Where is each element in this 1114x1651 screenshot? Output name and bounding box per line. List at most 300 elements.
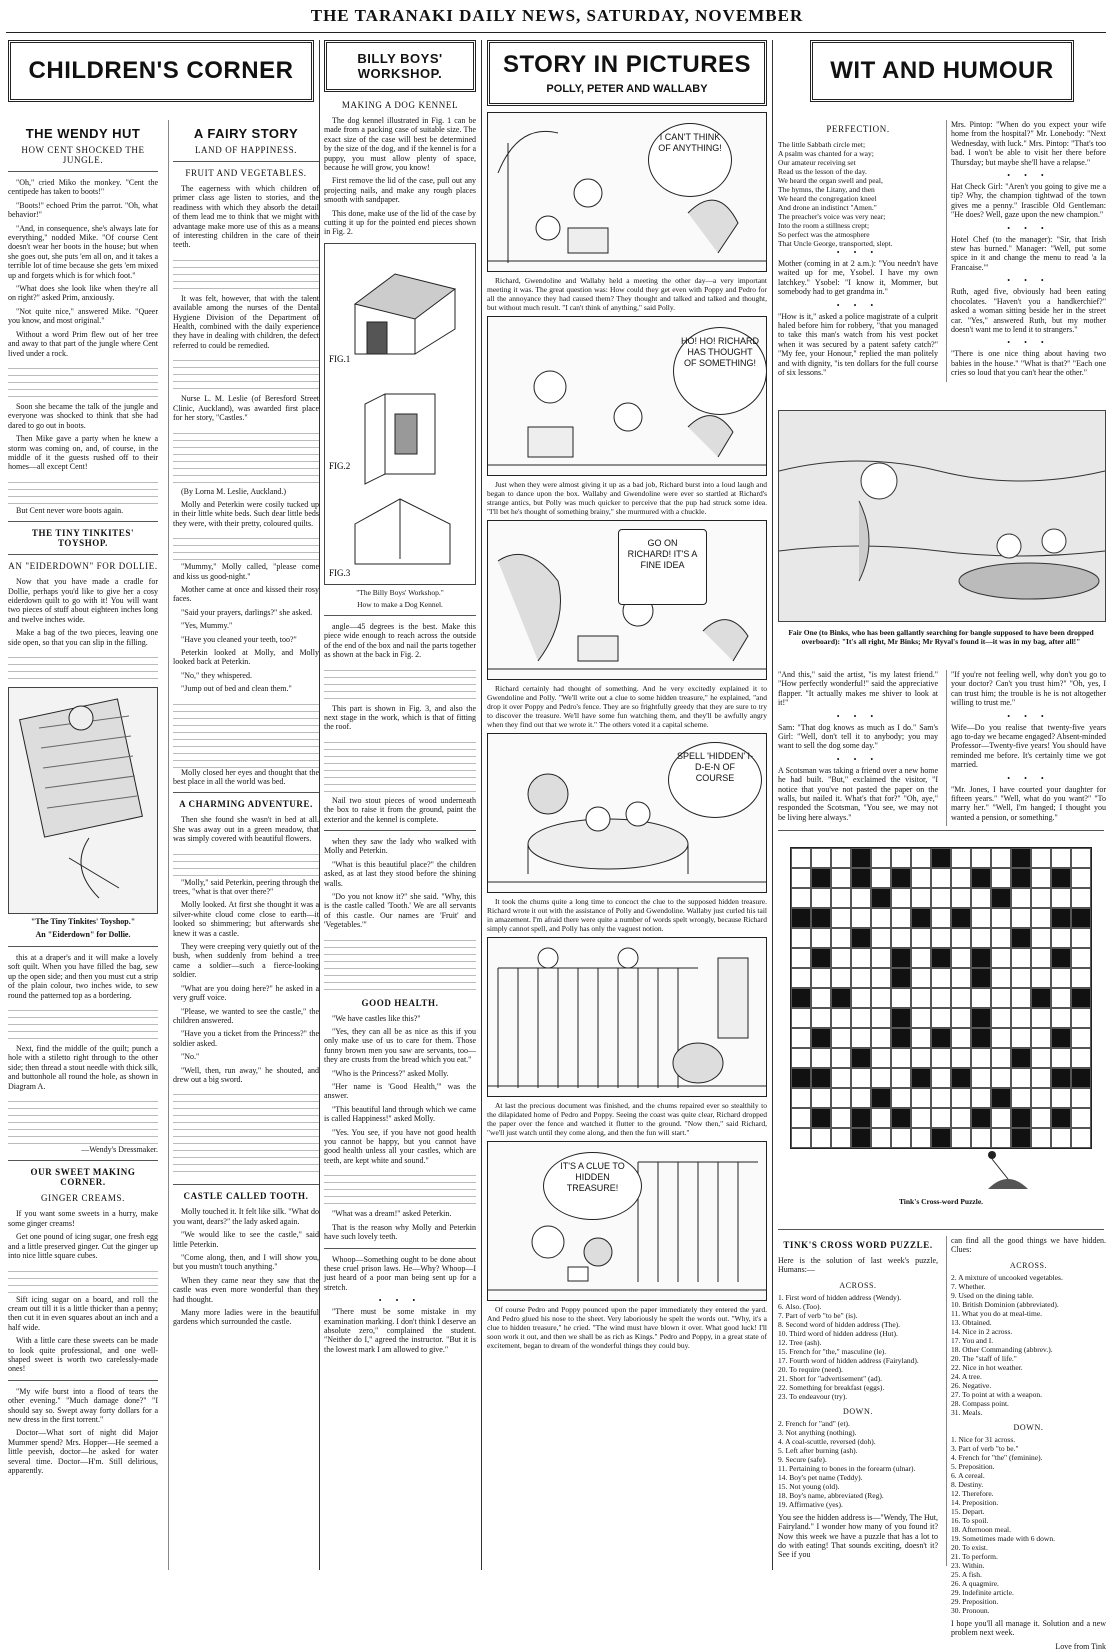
story-caption: Richard, Gwendoline and Wallaby held a meeting the other day—a very important meeting it was. The great question was: How could they get even with Poppy and Pedro for all the annoyance they had caused them? They thought and talked and talked and thought, but without much result. "I can't think of anything," said Polly. bbox=[487, 276, 767, 312]
crossword-black-cell bbox=[951, 908, 971, 928]
crossword-cell bbox=[991, 1008, 1011, 1028]
clue-item: 21. To perform. bbox=[951, 1551, 998, 1561]
clue-item: 17. You and I. bbox=[951, 1335, 994, 1345]
crossword-cell bbox=[831, 888, 851, 908]
clue-item: 6. Also. (Too). bbox=[778, 1301, 822, 1311]
poem-line: We heard the congregation kneel bbox=[778, 194, 877, 203]
crossword-cell bbox=[1071, 1008, 1091, 1028]
sweets-title: OUR SWEET MAKING CORNER. bbox=[30, 1167, 136, 1188]
crossword-cell bbox=[1071, 888, 1091, 908]
fairy-para: (By Lorna M. Leslie, Auckland.) bbox=[181, 486, 287, 496]
wendy-hut-para: Without a word Prim flew out of her tree and away to that part of the jungle where Cent lived under a rock. bbox=[8, 329, 158, 358]
clue-item: 29. Preposition. bbox=[951, 1596, 999, 1606]
adventure-para: "Molly," said Peterkin, peering through the trees, "what is that over there?" bbox=[173, 877, 319, 897]
crossword-cell bbox=[1031, 848, 1051, 868]
wendy-hut-para: "Oh," cried Miko the monkey. "Cent the centipede has taken to boots!" bbox=[8, 178, 158, 197]
joke-para: Wife—Do you realise that twenty-five years ago to-day we became engaged? Absent-minded Professor—Twenty-five years! You should have reminded me before. It's certainly time we got married. bbox=[951, 722, 1106, 770]
crossword-black-cell bbox=[891, 968, 911, 988]
crossword-cell bbox=[991, 1128, 1011, 1148]
crossword-cell bbox=[791, 848, 811, 868]
toyshop-caption-sub: An "Eiderdown" for Dollie. bbox=[35, 930, 131, 939]
column-fairy-story bbox=[168, 120, 319, 1570]
clue-item: 4. A coal-scuttle, reversed (doh). bbox=[778, 1436, 876, 1446]
clue-item: 15. Depart. bbox=[951, 1506, 985, 1516]
poem-line: So perfect was the atmosphere bbox=[778, 230, 870, 239]
crossword-cell bbox=[791, 1028, 811, 1048]
crossword-cell bbox=[951, 888, 971, 908]
crossword-cell bbox=[811, 1088, 831, 1108]
crossword-cell bbox=[791, 1088, 811, 1108]
wit-right-column: Mrs. Pintop: "When do you expect your wife home from the hospital?" Mr. Lonebody: "Next Wednesday, with luck." Mrs. Pintop: "That's too bad. I won't be able to visit her there before Thursday; but maybe she'll have a relapse." • • • Hat Check Girl: "Aren't you going to give me a tip? Why, the champion tightwad of the town gives me a penny." Irascible Old Gentleman: "He does? Well, gaze upon the new champion." • • • Hotel Chef (to the manager): "Sir, that Irish stew has burned." Manager: "Well, put some spice in it and change the menu to read 'a la Francaise.'" • • • Ruth, aged five, obviously had been eating chocolates. "Haven't you a handkerchief?" asked a woman sitting beside her in the street car. "Yes," answered Ruth, but my mother doesn't want me to lend it to strangers." • • • "There is one nice thing about having two babies in the house." "What is that?" "Each one cries so loud that you can't hear the other." bbox=[946, 120, 1106, 382]
crossword-cell bbox=[951, 988, 971, 1008]
column-rule bbox=[772, 40, 773, 1570]
crossword-black-cell bbox=[851, 1128, 871, 1148]
column-wendy-hut bbox=[8, 120, 158, 1570]
crossword-black-cell bbox=[971, 868, 991, 888]
clue-item: 14. Preposition. bbox=[951, 1497, 999, 1507]
crossword-cell bbox=[891, 1128, 911, 1148]
crossword-cell bbox=[1051, 1088, 1071, 1108]
crossword-cell bbox=[951, 848, 971, 868]
speech-bubble: SPELL 'HIDDEN' I-D-E-N OF COURSE bbox=[668, 742, 762, 818]
crossword-cell bbox=[871, 988, 891, 1008]
crossword-cell bbox=[971, 1048, 991, 1068]
clue-item: 22. Something for breakfast (eggs). bbox=[778, 1382, 885, 1392]
billy-para: This done, make use of the lid of the case by cutting it up for the pointed end pieces shown in Fig. 2. bbox=[324, 208, 476, 237]
crossword-black-cell bbox=[931, 848, 951, 868]
crossword-grid bbox=[790, 847, 1092, 1149]
crossword-cell bbox=[931, 1008, 951, 1028]
clue-item: 12. Therefore. bbox=[951, 1488, 994, 1498]
health-para: "This beautiful land through which we came is called Happiness!" asked Molly. bbox=[324, 1104, 476, 1124]
crossword-cell bbox=[871, 1068, 891, 1088]
crossword-cell bbox=[851, 948, 871, 968]
crossword-cell bbox=[991, 848, 1011, 868]
clue-item: 10. British Dominion (abbreviated). bbox=[951, 1299, 1059, 1309]
crossword-black-cell bbox=[1051, 1068, 1071, 1088]
crossword-cell bbox=[791, 1048, 811, 1068]
crossword-black-cell bbox=[891, 868, 911, 888]
childrens-corner-banner: CHILDREN'S CORNER bbox=[8, 40, 314, 102]
clue-item: 26. A quagmire. bbox=[951, 1578, 999, 1588]
wit-banner: WIT AND HUMOUR bbox=[810, 40, 1074, 102]
crossword-black-cell bbox=[931, 1128, 951, 1148]
billy-cont: This part is shown in Fig. 3, and also the next stage in the work, which is that of fitting the roof. bbox=[324, 703, 476, 732]
crossword-cell bbox=[811, 968, 831, 988]
story-panel-2 bbox=[487, 316, 767, 476]
crossword-cell bbox=[1071, 1128, 1091, 1148]
wendy-hut-para: Then Mike gave a party when he knew a storm was coming on, and, of course, in the middle of it the guests rushed off to their homes—all except Cent! bbox=[8, 434, 158, 472]
adventure-para: They were creeping very quietly out of the bush, when suddenly from behind a tree came a soldier—such a fierce-looking soldier. bbox=[173, 942, 319, 980]
crossword-caption: Tink's Cross-word Puzzle. bbox=[898, 1197, 984, 1206]
clue-item: 23. To endeavour (try). bbox=[778, 1391, 848, 1401]
sweets-para: If you want some sweets in a hurry, make some ginger creams! bbox=[8, 1209, 158, 1228]
crossword-black-cell bbox=[851, 1048, 871, 1068]
crossword-black-cell bbox=[1031, 988, 1051, 1008]
clue-item: 16. To spoil. bbox=[951, 1515, 989, 1525]
crossword-cell bbox=[1071, 968, 1091, 988]
clue-item: 18. Boy's name, abbreviated (Reg). bbox=[778, 1490, 884, 1500]
crossword-cell bbox=[1071, 928, 1091, 948]
story-panel-1 bbox=[487, 112, 767, 272]
joke-para: Mrs. Pintop: "When do you expect your wife home from the hospital?" Mr. Lonebody: "Next Wednesday, with luck." Mrs. Pintop: "That's too bad. I won't be able to visit her there before Thursday; but maybe she'll have a relapse." bbox=[951, 120, 1106, 167]
health-head: GOOD HEALTH. bbox=[361, 997, 439, 1008]
crossword-black-cell bbox=[831, 988, 851, 1008]
clue-item: 20. The "staff of life." bbox=[951, 1353, 1017, 1363]
fig-label: FIG.1 bbox=[329, 353, 351, 364]
crossword-cell bbox=[871, 868, 891, 888]
health-para: "Yes, they can all be as nice as this if you only make use of us to care for them. Those funny brown men you saw are servants, too—they are crusts from the bread which you eat." bbox=[324, 1027, 476, 1065]
joke-para: "If you're not feeling well, why don't you go to your doctor? Can't you trust him?" "Oh, yes, I can trust him; the trouble is he is not altogether willing to trust me." bbox=[951, 670, 1106, 708]
crossword-cell bbox=[1031, 948, 1051, 968]
crossword-cell bbox=[811, 988, 831, 1008]
fairy-subtitle: LAND OF HAPPINESS. bbox=[194, 145, 298, 155]
crossword-cell bbox=[1031, 1108, 1051, 1128]
clue-item: 23. Within. bbox=[951, 1560, 985, 1570]
crossword-cell bbox=[911, 1128, 931, 1148]
crossword-cell bbox=[991, 1108, 1011, 1128]
crossword-cell bbox=[891, 908, 911, 928]
clue-item: 19. Affirmative (yes). bbox=[778, 1499, 843, 1509]
crossword-cell bbox=[1011, 908, 1031, 928]
crossword-black-cell bbox=[1011, 1048, 1031, 1068]
crossword-cell bbox=[831, 948, 851, 968]
crossword-black-cell bbox=[791, 1068, 811, 1088]
crossword-cell bbox=[1051, 1008, 1071, 1028]
column-rule bbox=[319, 40, 320, 1570]
poem bbox=[778, 140, 938, 248]
crossword-cell bbox=[1051, 848, 1071, 868]
crossword-black-cell bbox=[811, 868, 831, 888]
crossword-cell bbox=[1071, 1048, 1091, 1068]
crossword-black-cell bbox=[851, 1108, 871, 1128]
crossword-cell bbox=[991, 928, 1011, 948]
crossword-cell bbox=[1051, 928, 1071, 948]
crossword-cell bbox=[791, 948, 811, 968]
health-para: "We have castles like this?" bbox=[332, 1013, 421, 1023]
crossword-cell bbox=[911, 868, 931, 888]
fairy-para: Molly closed her eyes and thought that the best place in all the world was bed. bbox=[173, 767, 319, 786]
clue-item: 4. French for "the" (feminine). bbox=[951, 1452, 1043, 1462]
crossword-cell bbox=[971, 848, 991, 868]
crossword-black-cell bbox=[1011, 1128, 1031, 1148]
crossword-cell bbox=[831, 1028, 851, 1048]
crossword-cell bbox=[871, 928, 891, 948]
crossword-cell bbox=[1011, 888, 1031, 908]
crossword-cell bbox=[1031, 1048, 1051, 1068]
clue-item: 2. French for "and" (et). bbox=[778, 1418, 850, 1428]
clue-item: 11. Pertaining to bones in the forearm (ulnar). bbox=[778, 1463, 916, 1473]
crossword-cell bbox=[911, 1048, 931, 1068]
crossword-cell bbox=[911, 1028, 931, 1048]
crossword-cell bbox=[871, 1108, 891, 1128]
clue-item: 27. To point at with a weapon. bbox=[951, 1389, 1042, 1399]
crossword-black-cell bbox=[811, 908, 831, 928]
story-banner: STORY IN PICTURES bbox=[487, 40, 767, 81]
clue-item: 18. Other Commanding (abbrev.). bbox=[951, 1344, 1053, 1354]
clue-item: 8. Second word of hidden address (The). bbox=[778, 1319, 901, 1329]
crossword-black-cell bbox=[1071, 908, 1091, 928]
fig-label: FIG.2 bbox=[329, 460, 351, 471]
crossword-black-cell bbox=[1051, 868, 1071, 888]
adventure-para: "Please, we wanted to see the castle," the children answered. bbox=[173, 1006, 319, 1025]
crossword-cell bbox=[871, 1128, 891, 1148]
column-rule bbox=[481, 40, 482, 1570]
billy-boys-section: BILLY BOYS' WORKSHOP. MAKING A DOG KENNEL The dog kennel illustrated in Fig. 1 can be made from a packing case of suitable size. The exact size of the case will best be determined by the size of the dog, and if the kennel is for a puppy, you must allow plenty of space, because he will grow, you know! First remove the lid of the case, pull out any projecting nails, and make any rough places smooth with sandpaper. This done, make use of the lid of the case by cutting it up for the pointed end pieces shown in Fig. 2. FIG.1 FIG.2 FIG.3 "The Billy Boys' Workshop." How to make a Dog Kennel. angle—45 degrees is the best. Make this piece wide enough to reach across the outside of the end of the box and nail the parts together as shown at the back in Fig. 2. This part is shown in Fig. 3, and also the next stage in the work, which is that of fitting the roof. Nail two stout pieces of wood underneath the box to raise it from the ground, paint the exterior and the kennel is complete. when they saw the lady who walked with Molly and Peterkin. "What is this beautiful place?" the children asked, as at last they stood before the shining walls. "Do you not know it?" she said. "Why, this is the castle called 'Tooth.' We are all servants of this castle. Our names are 'Fruit' and 'Vegetables.'" GOOD HEALTH. "We have castles like this?" "Yes, they can all be as nice as this if you only make use of us to care for them. Those funny brown men you saw are servants, too—they are crusts from the bread which you eat." "Who is the Princess?" asked Molly. "Her name is 'Good Health,'" was the answer. "This beautiful land through which we came is called Happiness!" asked Molly. "Yes. You see, if you have not good health you cannot be happy, but you cannot have good health unless all your castles, which are teeth, are kept white and sound." "What was a dream!" asked Peterkin. That is the reason why Molly and Peterkin have such lovely teeth. Whoop—Something ought to be done about these cruel prison laws. He—Why? Whoop—I just heard of a poor man being sent up for a stretch. • • • "There must be some mistake in my examination marking. I don't think I deserve an absolute zero," complained the student. "Neither do I," agreed the instructor. "But it is the lowest mark I am allowed to give." bbox=[324, 40, 476, 1570]
adventure-para: "Well, then, run away," he shouted, and drew out a big sword. bbox=[173, 1065, 319, 1084]
toyshop-para: Make a bag of the two pieces, leaving one side open, so that you can slip in the filling. bbox=[8, 628, 158, 647]
tooth-para: Many more ladies were in the beautiful gardens which surrounded the castle. bbox=[173, 1308, 319, 1327]
crossword-cell bbox=[871, 848, 891, 868]
crossword-cell bbox=[791, 968, 811, 988]
health-para: "Her name is 'Good Health,'" was the answer. bbox=[324, 1082, 476, 1101]
crossword-cell bbox=[1011, 988, 1031, 1008]
clue-item: 20. To require (need). bbox=[778, 1364, 843, 1374]
crossword-cell bbox=[931, 888, 951, 908]
crossword-black-cell bbox=[971, 948, 991, 968]
crossword-cell bbox=[1051, 988, 1071, 1008]
crossword-black-cell bbox=[991, 888, 1011, 908]
crossword-cell bbox=[1051, 1048, 1071, 1068]
clue-item: 6. A cereal. bbox=[951, 1470, 985, 1480]
clue-item: 12. Tree (ash). bbox=[778, 1337, 822, 1347]
toyshop-caption-title: "The Tiny Tinkites' Toyshop." bbox=[30, 917, 136, 926]
billy-cont2: when they saw the lady who walked with Molly and Peterkin. bbox=[324, 836, 476, 856]
billy-para: First remove the lid of the case, pull out any projecting nails, and make any rough places smooth with sandpaper. bbox=[324, 176, 476, 205]
crossword-cell bbox=[991, 988, 1011, 1008]
crossword-cell bbox=[1011, 948, 1031, 968]
clue-item: 31. Meals. bbox=[951, 1407, 983, 1417]
fairy-para: Mother came at once and kissed their rosy faces. bbox=[173, 584, 319, 604]
wendy-hut-para: Soon she became the talk of the jungle and everyone was shocked to think that she had dared to go out in boots. bbox=[8, 401, 158, 430]
joke-para: Hotel Chef (to the manager): "Sir, that Irish stew has burned." Manager: "Well, put some spice in it and change the menu to read 'a la Francaise.'" bbox=[951, 234, 1106, 272]
kennel-diagram bbox=[324, 243, 476, 585]
crossword-cell bbox=[851, 988, 871, 1008]
lamp-icon bbox=[978, 1149, 1038, 1194]
crossword-cell bbox=[831, 1048, 851, 1068]
fairy-para: Nurse L. M. Leslie (of Beresford Street Clinic, Auckland), was awarded first place for her story, "Castles." bbox=[173, 394, 319, 423]
crossword-cell bbox=[951, 948, 971, 968]
fairy-para: Peterkin looked at Molly, and Molly looked back at Peterkin. bbox=[173, 647, 319, 667]
crossword-cell bbox=[791, 1108, 811, 1128]
crossword-cell bbox=[1071, 948, 1091, 968]
crossword-black-cell bbox=[871, 1088, 891, 1108]
crossword-cell bbox=[851, 1008, 871, 1028]
health-para: That is the reason why Molly and Peterkin have such lovely teeth. bbox=[324, 1222, 476, 1242]
adventure-para: "Have you a ticket from the Princess?" the soldier asked. bbox=[173, 1029, 319, 1048]
adventure-para: Then she found she wasn't in bed at all. She was away out in a green meadow, that was simply covered with beautiful flowers. bbox=[173, 815, 319, 844]
clue-item: 14. Boy's pet name (Teddy). bbox=[778, 1472, 863, 1482]
crossword-cell bbox=[811, 888, 831, 908]
wendy-hut-subtitle: HOW CENT SHOCKED THE JUNGLE. bbox=[21, 145, 145, 165]
toyshop-signature: —Wendy's Dressmaker. bbox=[81, 1145, 158, 1155]
joke-para: "And this," said the artist, "is my latest friend." "How perfectly wonderful!" said the appreciative flapper. "It actually makes me shiver to look at it!" bbox=[778, 670, 938, 708]
clue-item: 9. Used on the dining table. bbox=[951, 1290, 1034, 1300]
wendy-hut-title: THE WENDY HUT bbox=[25, 126, 141, 141]
crossword-cell bbox=[811, 1048, 831, 1068]
xword-intro: Here is the solution of last week's puzzle, Humans:— bbox=[778, 1256, 938, 1275]
clue-item: 1. First word of hidden address (Wendy). bbox=[778, 1292, 902, 1302]
billy-caption-sub: How to make a Dog Kennel. bbox=[357, 599, 443, 609]
crossword-cell bbox=[851, 1028, 871, 1048]
crossword-black-cell bbox=[1011, 868, 1031, 888]
crossword-cell bbox=[931, 1088, 951, 1108]
clue-item: 15. Not young (old). bbox=[778, 1481, 840, 1491]
crossword-cell bbox=[851, 968, 871, 988]
wit-mid-right: "If you're not feeling well, why don't you go to your doctor? Can't you trust him?" "Oh, yes, I can trust him; the trouble is he is not altogether willing to trust me." • • • Wife—Do you realise that twenty-five years ago to-day we became engaged? Absent-minded Professor—Twenty-five years! You should have reminded me before. It's certainly time we got married. • • • "Mr. Jones, I have courted your daughter for fifteen years." "Well, what do you want?" "To marry her." "Well, I'm hanged; I thought you wanted a pension, or something." bbox=[946, 670, 1106, 826]
crossword-cell bbox=[791, 888, 811, 908]
fairy-para: Molly and Peterkin were cosily tucked up in their little white beds. Such dear little beds they were, with their pretty, coloured quilts. bbox=[173, 499, 319, 528]
crossword-black-cell bbox=[1011, 848, 1031, 868]
across-clues bbox=[778, 1293, 938, 1401]
crossword-black-cell bbox=[931, 948, 951, 968]
billy-cont: angle—45 degrees is the best. Make this piece wide enough to reach across the outside of the end of the box and nail the parts together as shown at the back in Fig. 2. bbox=[324, 621, 476, 660]
tooth-para: "We would like to see the castle," said little Peterkin. bbox=[173, 1230, 319, 1249]
crossword-cell bbox=[911, 1088, 931, 1108]
adventure-para: Molly looked. At first she thought it was a silver-white cloud come close to earth—it looked so shimmering; but afterwards she knew it was a castle. bbox=[173, 900, 319, 938]
tooth-para: Molly touched it. It felt like silk. "What do you want, dears?" the lady asked again. bbox=[173, 1207, 319, 1226]
crossword-cell bbox=[991, 1028, 1011, 1048]
poem-line: The little Sabbath circle met; bbox=[778, 140, 866, 149]
poem-line: That Uncle George, transported, slept. bbox=[778, 239, 893, 248]
billy-banner: BILLY BOYS' WORKSHOP. bbox=[324, 40, 476, 92]
toyshop-para: Next, find the middle of the quilt; punch a hole with a stiletto right through to the other side; then thread a stout needle with thick silk, and buttonhole all round the hole, as shown in Diagram A. bbox=[8, 1044, 158, 1091]
hidden-note: You see the hidden address is—"Wendy, The Hut, Fairyland." I wonder how many of you found it? Now this week we have a puzzle that has a lot to do with eating! That sounds exciting, doesn't it? See if you bbox=[778, 1512, 938, 1560]
crossword-cell bbox=[791, 868, 811, 888]
wendy-hut-para: "Not quite nice," answered Mike. "Queer you know, and most original." bbox=[8, 306, 158, 326]
crossword-cell bbox=[971, 988, 991, 1008]
clue-item: 7. Whether. bbox=[951, 1281, 986, 1291]
story-panel-5 bbox=[487, 937, 767, 1097]
fairy-para: "Mummy," Molly called, "please come and kiss us good-night." bbox=[173, 562, 319, 581]
crossword-cell bbox=[891, 1048, 911, 1068]
crossword-cell bbox=[831, 1068, 851, 1088]
crossword-cell bbox=[831, 1128, 851, 1148]
story-caption: Richard certainly had thought of something. And he very excitedly explained it to Gwendoline and Polly. "We'll write out a clue to some hidden treasure," he explained, "and drop it over Poppy and Pedro's fence. They are so frightfully greedy that they are sure to try to discover the treasure. We'll have some fun watching them, and they'll be awfully angry when they find out that we wrote it." The others voted it a capital scheme. bbox=[487, 684, 767, 729]
crossword-cell bbox=[951, 868, 971, 888]
wendy-hut-para: "And, in consequence, she's always late for everything," nodded Mike. "Of course Cent doesn't wear her boots in the house; but when she goes out, she puts 'em all on, and it takes a terrible lot of time because she gets 'em mixed up and forgets which is for which foot." bbox=[8, 223, 158, 280]
clue-item: 15. French for "the," masculine (le). bbox=[778, 1346, 887, 1356]
crossword-black-cell bbox=[911, 1068, 931, 1088]
crossword-black-cell bbox=[1051, 1108, 1071, 1128]
crossword-cell bbox=[791, 1128, 811, 1148]
crossword-cell bbox=[1071, 1088, 1091, 1108]
fairy-para: "Have you cleaned your teeth, too?" bbox=[181, 634, 297, 644]
crossword-black-cell bbox=[1011, 1108, 1031, 1128]
boat-caption: Fair One (to Binks, who has been gallantly searching for bangle supposed to have been dropped overboard): "It's all right, Mr Binks; Mr Ryval's found it—it was in my bag, after all!" bbox=[788, 628, 1094, 646]
joke-para: "How is it," asked a police magistrate of a culprit haled before him for robbery, "that you managed to take this man's watch from his vest pocket when it was secured by a patent safety catch?" "My fee, your Honour," replied the man politely and with dignity, "is ten dollars for the full course of six lessons." bbox=[778, 311, 938, 378]
crossword-black-cell bbox=[891, 1108, 911, 1128]
crossword-cell bbox=[1031, 968, 1051, 988]
crossword-cell bbox=[991, 868, 1011, 888]
clue-item: 29. Indefinite article. bbox=[951, 1587, 1014, 1597]
joke-para: Ruth, aged five, obviously had been eating chocolates. "Haven't you a handkerchief?" asked a woman sitting beside her in the street car. "Yes," answered Ruth, but my mother doesn't want me to lend it to strangers." bbox=[951, 287, 1106, 334]
crossword-cell bbox=[931, 988, 951, 1008]
adventure-head: A CHARMING ADVENTURE. bbox=[179, 799, 313, 810]
health-para: "What was a dream!" asked Peterkin. bbox=[332, 1209, 452, 1219]
crossword-cell bbox=[1031, 1028, 1051, 1048]
crossword-cell bbox=[911, 968, 931, 988]
story-caption: Of course Pedro and Poppy pounced upon the paper immediately they entered the yard. And Pedro glued his nose to the sheet. Very laboriously he spelt the words out. "Why, it's a clue to hidden treasure," he cried. "The wind must have blown it over. What good luck! I'll soon work it out, and then we shall be as rich as Kings." Pedro and Poppy, in a great state of excitement, began to dream of the wonderful things they could buy. bbox=[487, 1305, 767, 1350]
crossword-cell bbox=[831, 848, 851, 868]
crossword-cell bbox=[1071, 1028, 1091, 1048]
crossword-cell bbox=[871, 968, 891, 988]
crossword-cell bbox=[911, 928, 931, 948]
fairy-para: "Jump out of bed and clean them." bbox=[181, 684, 292, 694]
sweets-para: Get one pound of icing sugar, one fresh egg and a little preserved ginger. Cut the ginger up into nice little square cubes. bbox=[8, 1232, 158, 1261]
crossword-cell bbox=[951, 1008, 971, 1028]
crossword-cell bbox=[891, 888, 911, 908]
crossword-cell bbox=[971, 1068, 991, 1088]
fairy-para: It was felt, however, that with the talent available among the nurses of the Dental Hygiene Division of the Department of Health, combined with the daily experience they have in dealing with children, the defect referred to could be remedied. bbox=[173, 293, 319, 350]
crossword-cell bbox=[951, 1128, 971, 1148]
crossword-black-cell bbox=[891, 948, 911, 968]
speech-bubble: IT'S A CLUE TO HIDDEN TREASURE! bbox=[543, 1152, 642, 1220]
crossword-cell bbox=[951, 1028, 971, 1048]
crossword-cell bbox=[1051, 968, 1071, 988]
clue-item: 28. Compass point. bbox=[951, 1398, 1009, 1408]
crossword-area bbox=[778, 830, 1104, 1230]
clue-item: 30. Pronoun. bbox=[951, 1605, 990, 1615]
crossword-cell bbox=[931, 928, 951, 948]
clue-item: 9. Secure (safe). bbox=[778, 1454, 827, 1464]
crossword-cell bbox=[891, 848, 911, 868]
crossword-cell bbox=[971, 888, 991, 908]
crossword-cell bbox=[971, 1128, 991, 1148]
toyshop-title: THE TINY TINKITES' TOYSHOP. bbox=[31, 528, 135, 549]
crossword-cell bbox=[1031, 928, 1051, 948]
crossword-cell bbox=[791, 1008, 811, 1028]
crossword-cell bbox=[831, 928, 851, 948]
new-intro: can find all the good things we have hidden. Clues: bbox=[951, 1236, 1106, 1255]
poem-line: The preacher's voice was very near; bbox=[778, 212, 886, 221]
xword-solution-col bbox=[778, 1236, 938, 1566]
joke-para: Mother (coming in at 2 a.m.): "You needn't have waited up for me, Ysobel. I have my own latchkey." Ysobel: "I know it, Mommer, but somebody had to get grandma in." bbox=[778, 259, 938, 297]
crossword-cell bbox=[891, 988, 911, 1008]
health-para: "Who is the Princess?" asked Molly. bbox=[332, 1068, 449, 1078]
crossword-cell bbox=[871, 908, 891, 928]
story-panel-6 bbox=[487, 1141, 767, 1301]
billy-cont2: "What is this beautiful place?" the children asked, as at last they stood before the shining walls. bbox=[324, 859, 476, 888]
crossword-black-cell bbox=[811, 948, 831, 968]
crossword-black-cell bbox=[1051, 908, 1071, 928]
clue-item: 13. Obtained. bbox=[951, 1317, 992, 1327]
crossword-black-cell bbox=[891, 1008, 911, 1028]
crossword-cell bbox=[951, 968, 971, 988]
crossword-cell bbox=[931, 1068, 951, 1088]
crossword-cell bbox=[831, 908, 851, 928]
crossword-cell bbox=[931, 968, 951, 988]
crossword-cell bbox=[1071, 848, 1091, 868]
crossword-cell bbox=[891, 928, 911, 948]
health-para: "Yes. You see, if you have not good health you cannot be happy, but you cannot have good health unless all your castles, which are teeth, are kept white and sound." bbox=[324, 1127, 476, 1165]
xword-new-col bbox=[946, 1236, 1106, 1651]
fairy-intro-head: FRUIT AND VEGETABLES. bbox=[185, 168, 307, 178]
wendy-hut-para: "What does she look like when they're all on right?" asked Prim, anxiously. bbox=[8, 284, 158, 303]
story-in-pictures-section bbox=[487, 40, 767, 1570]
masthead: THE TARANAKI DAILY NEWS, SATURDAY, NOVEMBER bbox=[310, 6, 804, 25]
crossword-cell bbox=[911, 1108, 931, 1128]
xword-title: TINK'S CROSS WORD PUZZLE. bbox=[783, 1240, 933, 1250]
crossword-black-cell bbox=[791, 988, 811, 1008]
clue-item: 26. Negative. bbox=[951, 1380, 992, 1390]
crossword-cell bbox=[931, 1048, 951, 1068]
crossword-black-cell bbox=[811, 1068, 831, 1088]
clue-item: 14. Nice in 2 across. bbox=[951, 1326, 1013, 1336]
story-panel-4 bbox=[487, 733, 767, 893]
crossword-cell bbox=[831, 1088, 851, 1108]
clue-item: 3. Not anything (nothing). bbox=[778, 1427, 857, 1437]
